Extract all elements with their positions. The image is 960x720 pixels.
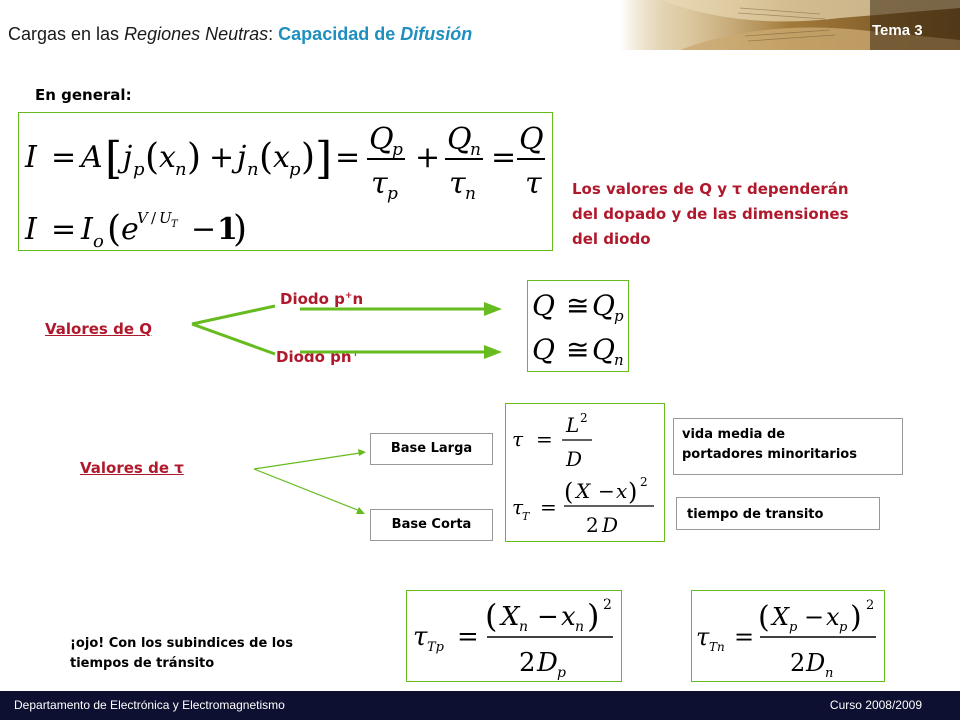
svg-text:=: = bbox=[540, 495, 557, 519]
svg-text:τ: τ bbox=[696, 623, 710, 651]
slide-header bbox=[0, 0, 960, 50]
svg-text:2: 2 bbox=[790, 649, 806, 677]
svg-text:2: 2 bbox=[866, 598, 875, 613]
svg-text:/: / bbox=[151, 209, 157, 227]
svg-text:τ: τ bbox=[413, 622, 428, 652]
svg-text:): ) bbox=[628, 478, 638, 506]
svg-text:A: A bbox=[81, 140, 103, 175]
svg-text:2: 2 bbox=[580, 411, 588, 425]
svg-text:2: 2 bbox=[519, 648, 536, 678]
tau-formulas bbox=[505, 403, 665, 542]
svg-text:D: D bbox=[566, 447, 583, 471]
svg-text:Q: Q bbox=[592, 289, 615, 322]
slide-footer bbox=[0, 691, 960, 720]
tau-tp-formula bbox=[406, 590, 622, 682]
svg-text:I: I bbox=[25, 140, 37, 175]
svg-text:n: n bbox=[519, 619, 529, 635]
svg-text:j: j bbox=[123, 140, 133, 175]
svg-text:n: n bbox=[614, 351, 624, 369]
svg-text:(: ( bbox=[564, 478, 574, 506]
svg-text:n: n bbox=[465, 184, 476, 204]
svg-text:T: T bbox=[522, 510, 530, 523]
svg-text:p: p bbox=[289, 159, 301, 180]
svg-text:x: x bbox=[561, 602, 576, 632]
base-larga-box: Base Larga bbox=[370, 433, 493, 465]
valores-tau-label: Valores de τ bbox=[80, 459, 184, 477]
svg-text:n: n bbox=[175, 159, 187, 180]
svg-text:[: [ bbox=[105, 133, 123, 184]
footer-department: Departamento de Electrónica y Electromagnetismo bbox=[14, 698, 285, 712]
svg-text:+: + bbox=[415, 140, 441, 175]
base-corta-box: Base Corta bbox=[370, 509, 493, 541]
svg-text:X: X bbox=[772, 603, 790, 631]
svg-text:=: = bbox=[536, 427, 553, 451]
svg-text:−: − bbox=[598, 479, 615, 503]
slide-title: Cargas en las Regiones Neutras: Capacidad de Difusión bbox=[8, 24, 473, 44]
svg-text:p: p bbox=[387, 184, 398, 204]
svg-text:Q: Q bbox=[592, 333, 615, 366]
svg-text:=: = bbox=[457, 622, 479, 652]
svg-text:x: x bbox=[159, 140, 176, 175]
note-line-3: del diodo bbox=[572, 230, 651, 248]
note-line-1: Los valores de Q y τ dependerán bbox=[572, 180, 849, 198]
svg-text:o: o bbox=[93, 231, 104, 250]
svg-text:≅: ≅ bbox=[566, 289, 590, 322]
svg-text:U: U bbox=[159, 209, 172, 227]
svg-text:=: = bbox=[51, 140, 77, 175]
svg-text:Tp: Tp bbox=[427, 640, 444, 655]
svg-text:(: ( bbox=[485, 597, 498, 635]
svg-text:p: p bbox=[839, 620, 848, 635]
svg-text:(: ( bbox=[758, 600, 770, 635]
footer-course-year: Curso 2008/2009 bbox=[829, 698, 922, 712]
svg-text:2: 2 bbox=[603, 597, 612, 613]
svg-text:n: n bbox=[247, 159, 259, 180]
svg-text:τ: τ bbox=[371, 166, 388, 201]
svg-text:n: n bbox=[825, 666, 834, 681]
svg-text:=: = bbox=[734, 623, 755, 651]
svg-text:D: D bbox=[602, 513, 619, 537]
tau-tn-formula bbox=[691, 590, 885, 682]
svg-text:τ: τ bbox=[449, 166, 466, 201]
svg-text:I: I bbox=[25, 212, 37, 247]
svg-text:): ) bbox=[301, 137, 316, 178]
vida-media-line-1: vida media de bbox=[682, 427, 786, 442]
svg-text:n: n bbox=[470, 140, 481, 160]
svg-text:): ) bbox=[850, 600, 862, 635]
svg-text:]: ] bbox=[315, 133, 333, 184]
diodo-pn-plus-n-label: Diodo pn+ bbox=[276, 348, 360, 366]
valores-q-label: Valores de Q bbox=[45, 320, 152, 338]
svg-text:e: e bbox=[121, 212, 139, 247]
svg-text:+: + bbox=[209, 140, 235, 175]
svg-text:T: T bbox=[171, 219, 178, 230]
chapter-label: Tema 3 bbox=[872, 22, 923, 39]
svg-text:p: p bbox=[557, 665, 566, 681]
svg-text:2: 2 bbox=[640, 475, 648, 489]
q-tau-dependency-note bbox=[572, 177, 849, 252]
svg-text:p: p bbox=[789, 620, 798, 635]
svg-text:j: j bbox=[237, 140, 247, 175]
vida-media-box bbox=[673, 418, 903, 475]
svg-text:): ) bbox=[233, 209, 248, 250]
svg-text:Q: Q bbox=[447, 122, 472, 157]
svg-text:p: p bbox=[133, 159, 145, 180]
svg-text:x: x bbox=[273, 140, 290, 175]
svg-text:): ) bbox=[187, 137, 202, 178]
valores-q-arrows bbox=[190, 290, 510, 370]
svg-text:τ: τ bbox=[525, 166, 542, 201]
svg-text:(: ( bbox=[145, 137, 160, 178]
svg-text:n: n bbox=[575, 619, 585, 635]
svg-text:Q: Q bbox=[532, 289, 555, 322]
svg-text:D: D bbox=[806, 649, 826, 677]
svg-text:(: ( bbox=[107, 209, 122, 250]
svg-text:Q: Q bbox=[519, 122, 544, 157]
svg-text:τ: τ bbox=[512, 495, 524, 519]
svg-text:=: = bbox=[491, 140, 517, 175]
svg-text:τ: τ bbox=[512, 427, 524, 451]
svg-text:D: D bbox=[537, 648, 558, 678]
vida-media-line-2: portadores minoritarios bbox=[682, 447, 857, 462]
diodo-pn-plus-p-label: Diodo p+n bbox=[280, 290, 364, 308]
tiempo-transito-box: tiempo de transito bbox=[676, 497, 880, 530]
q-approx-formulas bbox=[527, 280, 629, 372]
svg-text:Tn: Tn bbox=[709, 640, 725, 654]
svg-text:V: V bbox=[137, 209, 148, 227]
svg-text:≅: ≅ bbox=[566, 333, 590, 366]
svg-text:=: = bbox=[335, 140, 361, 175]
valores-tau-arrows bbox=[252, 445, 367, 520]
section-label-general: En general: bbox=[35, 86, 132, 104]
svg-text:−: − bbox=[804, 603, 825, 631]
svg-text:Q: Q bbox=[532, 333, 555, 366]
svg-text:2: 2 bbox=[586, 513, 599, 537]
svg-text:1: 1 bbox=[217, 212, 238, 247]
ojo-subindices-note bbox=[70, 634, 293, 674]
svg-text:−: − bbox=[191, 212, 217, 247]
svg-text:Q: Q bbox=[369, 122, 394, 157]
svg-text:p: p bbox=[614, 307, 624, 325]
svg-text:x: x bbox=[826, 603, 840, 631]
note-line-2: del dopado y de las dimensiones bbox=[572, 205, 849, 223]
svg-text:X: X bbox=[576, 479, 591, 503]
svg-text:X: X bbox=[501, 602, 520, 632]
svg-text:(: ( bbox=[259, 137, 274, 178]
svg-text:=: = bbox=[51, 212, 77, 247]
svg-text:−: − bbox=[537, 602, 559, 632]
svg-text:x: x bbox=[616, 479, 628, 503]
svg-text:): ) bbox=[587, 597, 600, 635]
svg-text:I: I bbox=[81, 212, 93, 247]
ojo-line-2: tiempos de tránsito bbox=[70, 656, 215, 671]
main-current-formula bbox=[18, 112, 553, 251]
ojo-line-1: ¡ojo! Con los subindices de los bbox=[70, 636, 293, 651]
svg-text:L: L bbox=[566, 413, 580, 437]
svg-text:p: p bbox=[392, 140, 403, 160]
